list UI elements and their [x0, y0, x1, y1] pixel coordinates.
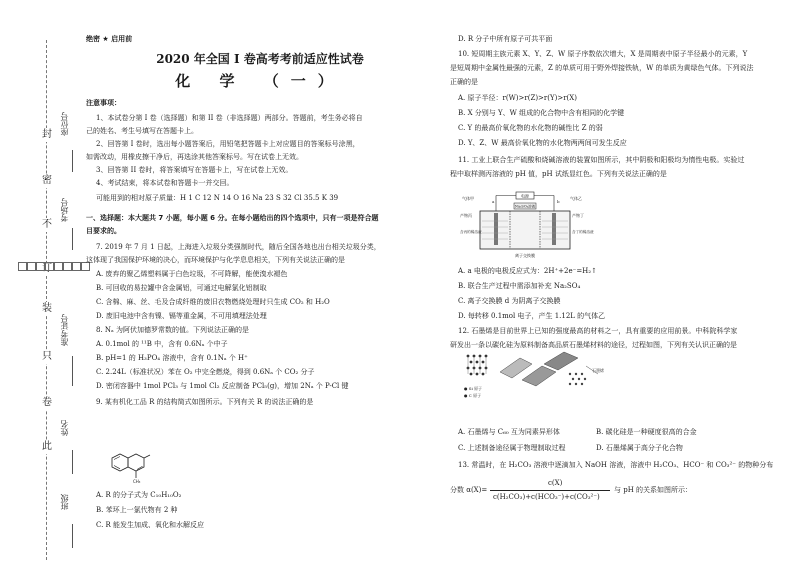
q9-stem: 9. 某有机化工品 R 的结构简式如图所示。下列有关 R 的说法正确的是: [96, 398, 314, 406]
q10-option-d: D. Y、Z、W 最高价氧化物的水化物两两间可发生反应: [458, 139, 627, 147]
gas-a-label: 气体甲: [462, 196, 474, 201]
svg-text:CH₃: CH₃: [133, 479, 141, 484]
exam-room-field: 考场号: [60, 198, 69, 222]
q11-stem-cont: 程中取样测丙溶液的 pH 值，pH 试纸显红色。下列有关说法正确的是: [450, 170, 667, 178]
seat-number-field: 座位号: [60, 112, 69, 136]
q9-option-c: C. R 能发生加成、氧化和水解反应: [96, 521, 205, 529]
q13-fraction-denominator: c(H₂CO₃)+c(HCO₃⁻)+c(CO₃²⁻): [493, 493, 600, 501]
q7-option-c: C. 含棉、麻、丝、毛及合成纤维的废旧衣物燃烧处理时只生成 CO₂ 和 H₂O: [96, 298, 330, 306]
note-line: 如需改动，用橡皮擦干净后，再选涂其他答案标号。写在试卷上无效。: [86, 153, 303, 161]
gas-b-label: 气体乙: [570, 196, 582, 201]
binding-dashed-line: [46, 40, 47, 560]
q12-option-d: D. 石墨烯属于高分子化合物: [596, 444, 683, 452]
membrane-label: 离子交换膜: [515, 253, 535, 258]
binding-char: 装: [42, 303, 52, 314]
q8-stem: 8. Nₐ 为阿伏加德罗常数的值。下列说法正确的是: [96, 326, 249, 334]
product-c-label: 产物丙: [460, 213, 472, 218]
q13-suffix: 与 pH 的关系如图所示：: [614, 486, 693, 494]
electrode-b-label: b: [557, 199, 560, 204]
admission-number-line[interactable]: [72, 356, 73, 386]
q12-option-a: A. 石墨烯与 C₆₀ 互为同素异形体: [458, 428, 560, 436]
q13-prefix: 分数 α(X)=: [450, 486, 488, 494]
q12-stem-cont: 研发出一条以碳化硅为原料制备高品质石墨烯材料的途径，过程如图，下列有关认识正确的是: [450, 341, 737, 349]
q10-stem: 10. 短周期主族元素 X、Y、Z、W 原子序数依次增大，X 是周期表中原子半径最小的元素，Y: [458, 50, 748, 58]
section-heading-cont: 目要求的。: [86, 227, 121, 235]
q11-option-c: C. 离子交换膜 d 为阴离子交换膜: [458, 297, 561, 305]
exam-title: 2020 年全国 I 卷高考考前适应性试卷: [156, 52, 364, 66]
q8-option-a: A. 0.1mol 的 ¹¹B 中，含有 0.6Nₐ 个中子: [96, 340, 228, 348]
atomic-masses: 可能用到的相对原子质量：H 1 C 12 N 14 O 16 Na 23 S 32 Cl 35.5 K 39: [96, 194, 339, 202]
note-line: 2、回答第 I 卷时，选出每小题答案后，用铅笔把答题卡上对应题目的答案标号涂黑，: [96, 140, 360, 148]
q13-fraction-numerator: c(X): [548, 479, 563, 487]
binding-char: 订: [42, 263, 52, 274]
q11-stem: 11. 工业上联合生产硫酸和烧碱溶液的装置如图所示，其中阴极和阳极均为惰性电极。实验过: [458, 156, 745, 164]
name-line[interactable]: [72, 450, 73, 474]
q8-option-d: D. 密闭容器中 1mol PCl₃ 与 1mol Cl₂ 反应制备 PCl₅(g)，增加 2Nₐ 个 P-Cl 键: [96, 382, 349, 390]
q12-option-b: B. 碳化硅是一种硬度很高的合金: [596, 428, 697, 436]
q13-stem: 13. 常温时，在 H₂CO₃ 溶液中逐滴加入 NaOH 溶液，溶液中 H₂CO₃、HCO⁻ 和 CO₃²⁻ 的物种分布: [458, 461, 774, 469]
q11-option-a: A. a 电极的电极反应式为：2H⁺+2e⁻=H₂↑: [458, 267, 597, 275]
q12-option-c: C. 上述制备途径属于物理制取过程: [458, 444, 566, 452]
q7-stem-cont: 这体现了我国保护环境的决心，而环境保护与化学息息相关，下列有关说法正确的是: [86, 256, 345, 264]
binding-char: 封: [42, 129, 52, 140]
q9-option-b: B. 苯环上一氯代物有 2 种: [96, 506, 178, 514]
q8-option-c: C. 2.24L（标准状况）苯在 O₂ 中完全燃烧，得到 0.6Nₐ 个 CO₂ 分子: [96, 368, 315, 376]
graphene-process-icon: [460, 344, 620, 402]
q10-option-c: C. Y 的最高价氧化物的水化物的碱性比 Z 的弱: [458, 124, 603, 132]
dilute-c-label: 含丙的稀溶液: [460, 230, 482, 234]
q12-stem: 12. 石墨烯是目前世界上已知的强度最高的材料之一，具有重要的应用前景。中科院科学家: [458, 327, 738, 335]
section-heading: 一、选择题：本大题共 7 小题，每小题 6 分。在每小题给出的四个选项中，只有一项是符合题: [86, 214, 379, 222]
q10-stem-cont: 是短周期中金属性最强的元素，Z 的单质可用于野外焊接铁轨，W 的单质为黄绿色气体。下列说法: [450, 64, 754, 72]
electrode-a-label: a: [492, 199, 495, 204]
binding-char: 只: [42, 351, 52, 362]
admission-number-field: 准考证号: [60, 314, 69, 346]
exam-room-line[interactable]: [72, 228, 73, 250]
q11-option-b: B. 联合生产过程中需添加补充 Na₂SO₄: [458, 282, 581, 290]
binding-char: 密: [42, 175, 52, 186]
fraction-bar: [490, 490, 610, 491]
q11-option-d: D. 每转移 0.1mol 电子，产生 1.12L 的气体乙: [458, 312, 606, 320]
class-line[interactable]: [72, 524, 73, 548]
dilute-d-label: 含丁的稀溶液: [572, 230, 594, 234]
graphene-label: 石墨烯: [592, 368, 604, 373]
notes-heading: 注意事项：: [86, 99, 121, 107]
secret-label: 绝密 ★ 启用前: [86, 35, 133, 43]
q9-option-a: A. R 的分子式为 C₁₀H₁₀O₂: [96, 491, 182, 499]
coumarin-structure-icon: [104, 450, 154, 484]
seat-number-line[interactable]: [72, 150, 73, 172]
binding-char: 此: [42, 441, 52, 452]
binding-margin: [0, 0, 80, 562]
name-field: 姓名: [60, 420, 69, 436]
legend-si: ● Si 原子: [464, 386, 483, 391]
power-label: 电源: [521, 193, 529, 199]
product-d-label: 产物丁: [572, 213, 584, 218]
class-field: 班级: [60, 494, 69, 510]
note-line: 3、回答第 II 卷时，将答案填写在答题卡上，写在试卷上无效。: [96, 166, 293, 174]
q7-stem: 7. 2019 年 7 月 1 日起，上海进入垃圾分类强制时代，随后全国各地也出台相关垃圾分类，: [96, 243, 381, 251]
q7-option-b: B. 可回收的易拉罐中含金属铝，可通过电解氯化铝制取: [96, 284, 267, 292]
q10-option-b: B. X 分别与 Y、W 组成的化合物中含有相同的化学键: [458, 109, 625, 117]
q7-option-a: A. 废弃的聚乙烯塑料属于白色垃圾，不可降解，能使溴水褪色: [96, 270, 288, 278]
q10-option-a: A. 原子半径：r(W)>r(Z)>r(Y)>r(X): [458, 94, 577, 102]
electrolysis-apparatus-icon: [458, 191, 598, 263]
subject-title: 化 学 （一）: [175, 72, 345, 90]
binding-char: 卷: [42, 397, 52, 408]
q7-option-d: D. 废旧电池中含有镍、镉等重金属，不可用填埋法处理: [96, 312, 267, 320]
q9-option-d: D. R 分子中所有原子可共平面: [458, 35, 553, 43]
note-line: 己的姓名、考生号填写在答题卡上。: [86, 127, 198, 135]
legend-c: ● C 原子: [464, 393, 482, 398]
q10-stem-cont2: 正确的是: [450, 78, 478, 86]
q8-option-b: B. pH=1 的 H₃PO₄ 溶液中，含有 0.1Nₐ 个 H⁺: [96, 354, 248, 362]
note-line: 4、考试结束，将本试卷和答题卡一并交回。: [96, 179, 234, 187]
binding-char: 不: [42, 219, 52, 230]
salt-solution-label: Na₂SO₄溶液: [514, 204, 536, 209]
note-line: 1、本试卷分第 I 卷（选择题）和第 II 卷（非选择题）两部分。答题前，考生务必将自: [96, 114, 363, 122]
exam-number-grid[interactable]: [18, 262, 90, 271]
